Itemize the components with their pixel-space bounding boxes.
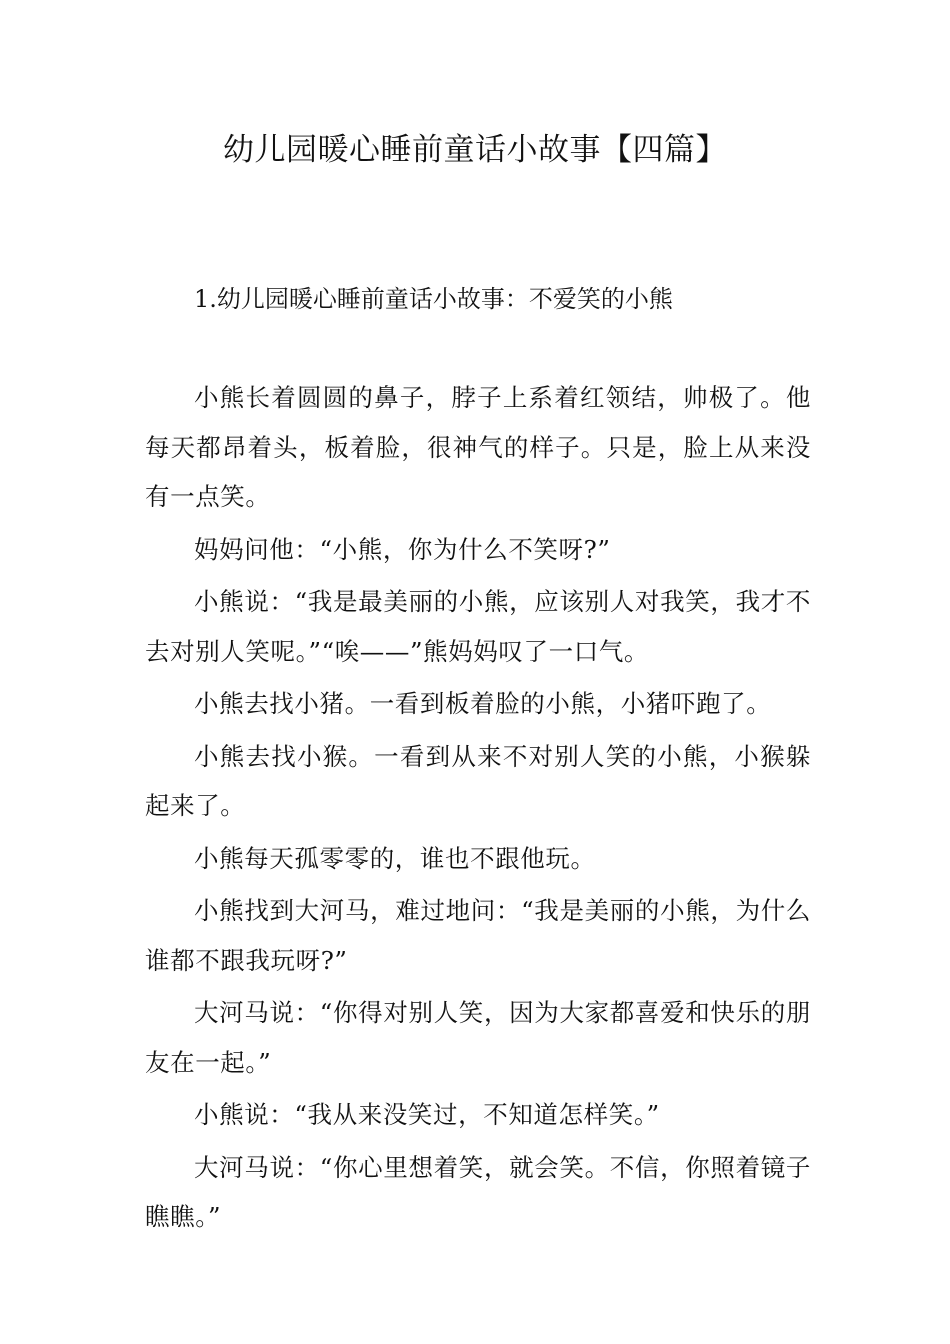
story-paragraph: 小熊说：“我从来没笑过，不知道怎样笑。” [194,1100,660,1129]
story-paragraph: 小熊长着圆圆的鼻子，脖子上系着红领结，帅极了。他每天都昂着头，板着脸，很神气的样子。只是，脸上从来没有一点笑。 [145,383,811,511]
story-body [145,373,811,1245]
story-paragraph: 大河马说：“你心里想着笑，就会笑。不信，你照着镜子瞧瞧。” [145,1152,811,1231]
story-paragraph: 妈妈问他：“小熊，你为什么不笑呀?” [194,534,611,564]
document-title: 幼儿园暖心睡前童话小故事【四篇】 [223,132,727,168]
section-heading: 1.幼儿园暖心睡前童话小故事：不爱笑的小熊 [194,285,673,313]
story-paragraph: 小熊去找小猪。一看到板着脸的小熊，小猪吓跑了。 [194,689,772,718]
story-paragraph: 大河马说：“你得对别人笑，因为大家都喜爱和快乐的朋友在一起。” [145,998,811,1077]
story-paragraph: 小熊说：“我是最美丽的小熊，应该别人对我笑，我才不去对别人笑呢。”“唉——”熊妈妈叹了一口气。 [145,587,811,666]
story-paragraph: 小熊找到大河马，难过地问：“我是美丽的小熊，为什么谁都不跟我玩呀?” [145,896,811,975]
story-paragraph: 小熊去找小猴。一看到从来不对别人笑的小熊，小猴躲起来了。 [145,741,811,820]
story-paragraph: 小熊每天孤零零的，谁也不跟他玩。 [194,843,596,873]
